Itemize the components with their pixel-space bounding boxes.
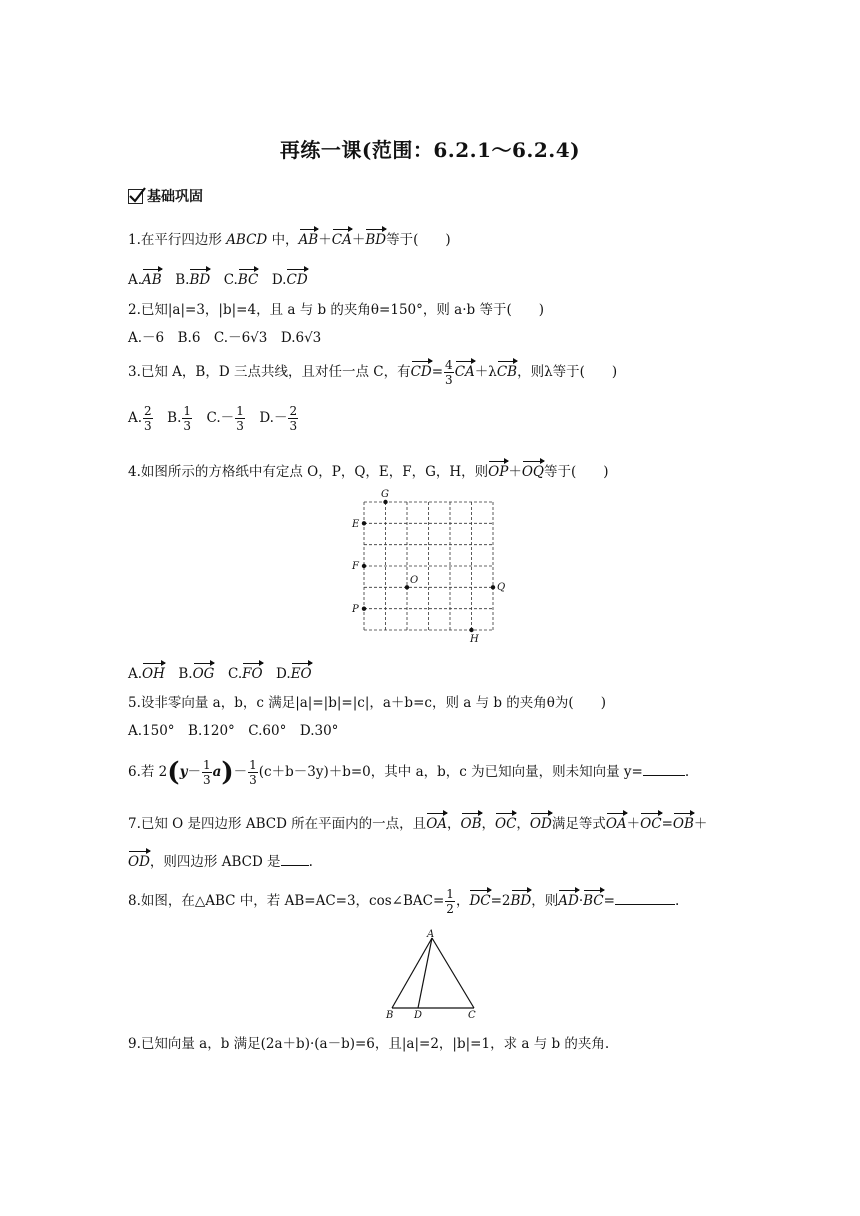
question-4-options: A.OH B.OG C.FO D.EO	[128, 666, 312, 682]
section-title: 基础巩固	[147, 189, 203, 205]
question-1-options: A.AB B.BD C.BC D.CD	[128, 272, 308, 288]
label-e: E	[352, 519, 360, 530]
question-7-line-2: OD，则四边形 ABCD 是 .	[128, 854, 313, 870]
label-d: D	[414, 1010, 423, 1020]
question-5-options: A.150° B.120° C.60° D.30°	[128, 723, 339, 739]
label-h: H	[470, 634, 479, 644]
question-3-options: A. $\frac{2}{3}$ B. $\frac{1}{3}$ C.－ $\frac{1}{3}$ D.－ $\frac{2}{3}$	[128, 404, 298, 433]
question-8: 8.如图，在△ABC 中，若 AB=AC=3，cos∠BAC= $\frac{1}{2}$ ，DC=2BD，则AD·BC= .	[128, 887, 680, 916]
question-5: 5.设非零向量 a，b，c 满足|a|=|b|=|c|，a＋b=c，则 a 与 b 的夹角θ为( )	[128, 695, 606, 711]
checkbox-icon	[128, 189, 143, 204]
question-4: 4.如图所示的方格纸中有定点 O，P，Q，E，F，G，H，则OP＋OQ等于( )	[128, 464, 609, 480]
label-q: Q	[497, 582, 506, 593]
point-f	[362, 564, 366, 568]
point-p	[362, 607, 366, 611]
section-heading	[128, 186, 203, 206]
question-1: 1.在平行四边形 ABCD 中，AB＋CA＋BD等于( )	[128, 232, 451, 248]
question-7-line-1: 7.已知 O 是四边形 ABCD 所在平面内的一点，且OA，OB，OC，OD满足等式OA＋OC=OB＋	[128, 816, 708, 832]
label-b: B	[386, 1010, 394, 1020]
point-g	[383, 500, 387, 504]
triangle-figure	[380, 928, 490, 1020]
page-title: 再练一课(范围：6.2.1～6.2.4)	[279, 138, 581, 162]
question-3: 3.已知 A，B，D 三点共线，且对任一点 C，有CD= $\frac{4}{3}$ CA＋λCB，则λ等于( )	[128, 358, 618, 387]
label-c: C	[468, 1010, 476, 1020]
point-h	[469, 628, 473, 632]
label-a: A	[427, 929, 435, 940]
point-o	[405, 585, 409, 589]
point-e	[362, 521, 366, 525]
question-9: 9.已知向量 a，b 满足(2a＋b)·(a－b)=6，且|a|=2，|b|=1，求 a 与 b 的夹角.	[128, 1036, 610, 1052]
label-p: P	[352, 604, 359, 615]
label-f: F	[352, 561, 359, 572]
question-2-options: A.－6 B.6 C.－6√3 D.6√3	[128, 330, 322, 346]
question-2: 2.已知|a|=3，|b|=4，且 a 与 b 的夹角θ=150°，则 a·b 等于( )	[128, 302, 544, 318]
grid-figure	[340, 484, 530, 644]
question-6: 6.若 2(y－ $\frac{1}{3}$ a)－ $\frac{1}{3}$ (c＋b－3y)＋b=0，其中 a，b，c 为已知向量，则未知向量 y= .	[128, 757, 690, 788]
label-g: G	[381, 489, 389, 500]
point-q	[491, 585, 495, 589]
label-o: O	[410, 575, 419, 586]
